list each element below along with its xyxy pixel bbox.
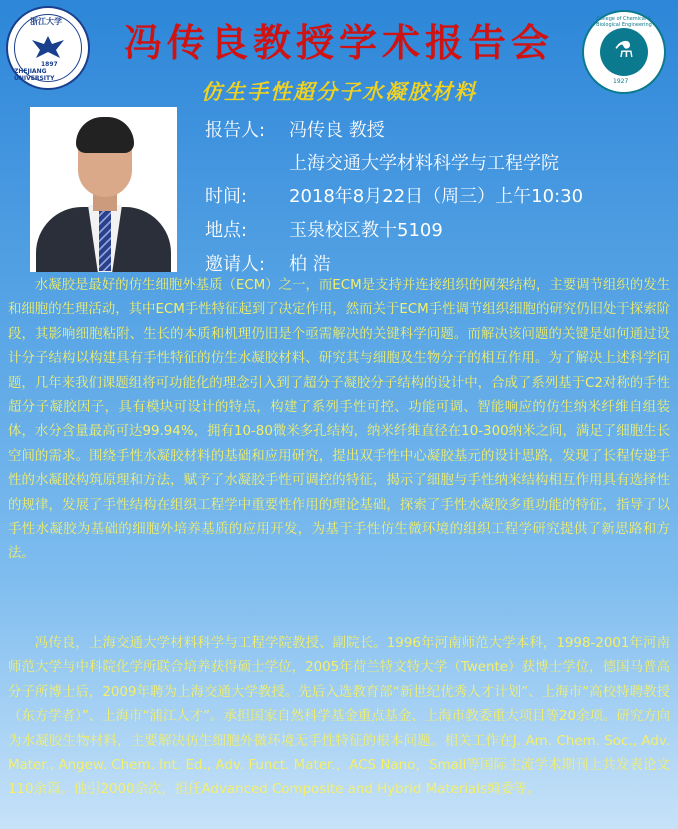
flask-icon: ⚗ [614, 38, 634, 63]
inviter-label: 邀请人: [205, 254, 266, 275]
abstract-paragraph: 水凝胶是最好的仿生细胞外基质（ECM）之一，而ECM是支持并连接组织的网架结构，主要调节组织的发生和细胞的生理活动，其中ECM手性特征起到了决定作用，然而关于ECM手性调节组织细胞的研究仍旧处于探索阶段，其影响细胞粘附、生长的本质和机理仍旧是个亟需解决的关键科学问题。而解决该问题的关键是如何通过设计分子结构以构建具有手性特征的仿生水凝胶材料、研究其与细胞及生物分子的相互作用。为了解决上述科学问题，几年来我们课题组将可功能化的理念引入到了超分子凝胶分子结构的设计中，合成了系列基于C2对称的手性超分子凝胶因子，具有模块可设计的特点，构建了系列手性可控、功能可调、智能响应的仿生纳米纤维自组装体，水分含量最高可达99.94%，拥有10-80微米多孔结构，纳米纤维直径在10-300纳米之间，满足了细胞生长空间的需求。围绕手性水凝胶材料的基础和应用研究，提出双手性中心凝胶基元的设计思路，发现了长程传递手性的水凝胶构筑原理和方法，赋予了水凝胶手性可调控的特征，揭示了细胞与手性纳米结构相互作用具有选择性的规律，发展了手性结构在组织工程学中重要性作用的理论基础，探索了手性水凝胶多重功能的特征，指导了以手性水凝胶为基础的细胞外培养基质的应用开发，为基于手性仿生微环境的组织工程学研究提供了新思路和方法。 [8, 278, 670, 562]
inviter-line [205, 250, 331, 276]
speaker-photo [30, 107, 177, 272]
page-title: 冯传良教授学术报告会 [123, 20, 554, 65]
affiliation-value: 上海交通大学材料科学与工程学院 [289, 153, 559, 174]
zju-logo [6, 6, 90, 90]
reporter-value: 冯传良 教授 [289, 120, 385, 141]
time-line [205, 182, 583, 208]
place-label: 地点: [205, 220, 248, 241]
logo-year-right: 1927 [613, 78, 629, 85]
place-value: 玉泉校区教十5109 [289, 220, 443, 241]
time-value: 2018年8月22日（周三）上午10:30 [289, 186, 584, 207]
talk-subtitle: 仿生手性超分子水凝胶材料 [201, 79, 477, 104]
bio-paragraph: 冯传良，上海交通大学材料科学与工程学院教授、副院长。1996年河南师范大学本科，1998-2001年河南师范大学与中科院化学所联合培养获得硕士学位，2005年荷兰特文特大学（Twente）获博士学位，德国马普高分子所博士后，2009年聘为上海交通大学教授。先后入选教育部“新世纪优秀人才计划”、上海市“高校特聘教授（东方学者）”、上海市“浦江人才”。承担国家自然科学基金重点基金、上海市教委重大项目等20余项。研究方向为水凝胶生物材料，主要解决仿生细胞外微环境无手性特征的根本问题。相关工作在J. Am. Chem. Soc., Adv. Mater., Angew. Chem. Int. Ed., Adv. Funct. Mater.，ACS Nano，Small等国际主流学术期刊上共发表论文110余篇。他引2000余次，担任Advanced Composite and Hybrid Materials编委等。 [8, 636, 670, 798]
logo-en-text: ZHEJIANG UNIVERSITY [14, 68, 55, 82]
college-logo [582, 10, 666, 94]
logo-cn-text: 浙江大学 [30, 17, 62, 26]
logo-inner [600, 28, 648, 76]
logo-college-text: College of Chemical & Biological Engineering [596, 16, 652, 28]
affiliation-line [205, 149, 559, 175]
time-label: 时间: [205, 186, 248, 207]
photo-tie [99, 209, 111, 271]
reporter-label: 报告人: [205, 120, 266, 141]
eagle-icon [30, 32, 66, 62]
inviter-value: 柏 浩 [289, 254, 331, 275]
logo-year: 1897 [41, 61, 58, 68]
photo-hair [76, 117, 134, 153]
reporter-line [205, 116, 385, 142]
place-line [205, 216, 443, 242]
